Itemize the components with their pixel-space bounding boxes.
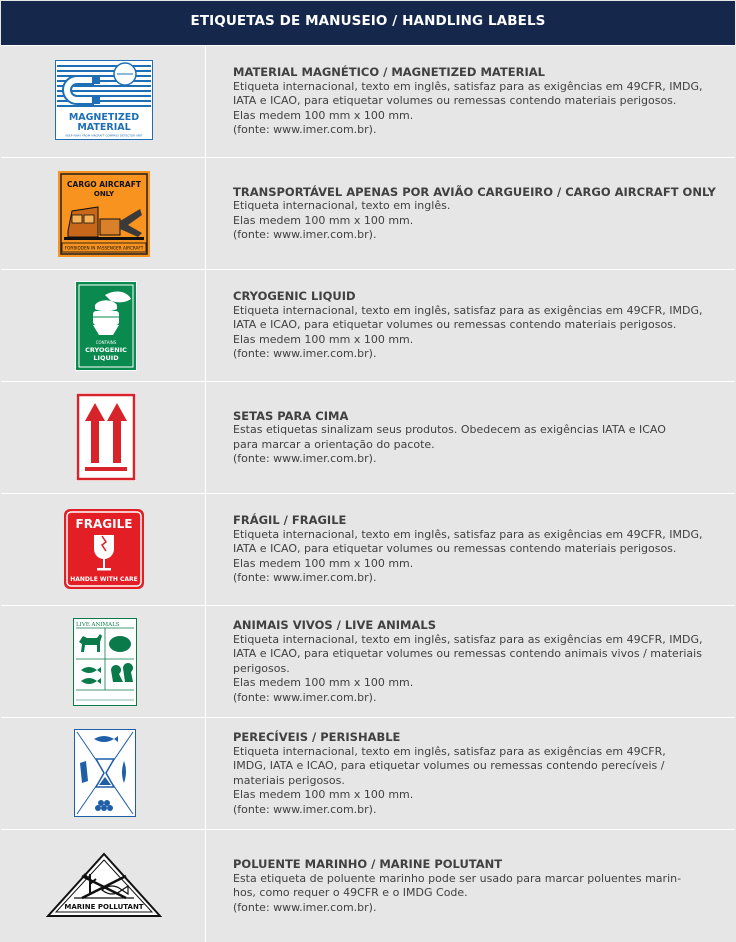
label-text-marine-pollutant: MARINE POLLUTANT [64,903,144,911]
grapes-icon [98,800,104,806]
table-row [1,45,735,157]
row-line: Elas medem 100 mm x 100 mm. [233,108,414,122]
table-row [1,493,735,605]
this-way-up-arrows-label-image [76,393,136,481]
marine-pollutant-label-image [46,852,162,920]
table-header: ETIQUETAS DE MANUSEIO / HANDLING LABELS [1,1,735,45]
row-text [233,158,716,269]
row-line: Elas medem 100 mm x 100 mm. [233,332,414,346]
row-line: IATA e ICAO, para etiquetar volumes ou remessas contendo materiais perigosos. [233,94,677,108]
row-text [233,718,713,829]
magnetized-material-label-image [55,60,153,140]
label-text-fragile: FRAGILE [75,517,133,531]
row-line: (fonte: www.imer.com.br). [233,347,377,361]
table-row [1,157,735,269]
row-line: IATA e ICAO, para etiquetar volumes ou remessas contendo animais vivos / materiais [233,647,702,660]
row-line: Elas medem 100 mm x 100 mm. [233,676,414,689]
row-line: IMDG, IATA e ICAO, para etiquetar volumes ou remessas contendo perecíveis / [233,759,665,772]
cryogenic-liquid-label-image [75,281,137,371]
row-line: Etiqueta internacional, texto em inglês, satisfaz para as exigências em 49CFR, IMDG, [233,303,703,317]
row-title: CRYOGENIC LIQUID [233,289,356,304]
row-title: PERECÍVEIS / PERISHABLE [233,730,401,744]
label-small-text: CONTAINS [95,340,117,345]
row-title: TRANSPORTÁVEL APENAS POR AVIÃO CARGUEIRO / CARGO AIRCRAFT ONLY [233,184,716,199]
label-text-magnetized: MAGNETIZED [68,112,140,123]
table-row [1,381,735,493]
row-line: IATA e ICAO, para etiquetar volumes ou remessas contendo materiais perigosos. [233,542,677,556]
row-title: FRÁGIL / FRAGILE [233,513,347,528]
image-cell [1,158,206,269]
row-line: hos, como requer o 49CFR e o IMDG Code. [233,886,468,899]
label-text-only: ONLY [93,190,115,198]
row-line: IATA e ICAO, para etiquetar volumes ou remessas contendo materiais perigosos. [233,318,677,332]
row-text [233,830,713,942]
row-line: (fonte: www.imer.com.br). [233,228,377,241]
row-text [233,382,713,493]
image-cell [1,606,206,717]
row-text [233,46,713,157]
table-row [1,269,735,381]
image-cell [1,830,206,942]
fragile-label-image [64,509,144,589]
image-cell [1,494,206,605]
row-title: ANIMAIS VIVOS / LIVE ANIMALS [233,618,436,632]
cargo-aircraft-only-label-image [58,171,150,257]
table-row [1,829,735,942]
row-line: Elas medem 100 mm x 100 mm. [233,788,414,801]
label-text-live-animals: LIVE ANIMALS [76,622,120,628]
label-text-material: MATERIAL [77,122,131,133]
row-line: (fonte: www.imer.com.br). [233,571,377,585]
row-line: Elas medem 100 mm x 100 mm. [233,556,414,570]
row-line: Etiqueta internacional, texto em inglês, satisfaz para as exigências em 49CFR, IMDG, [233,79,703,93]
row-line: (fonte: www.imer.com.br). [233,452,377,465]
row-line: Etiqueta internacional, texto em inglês. [233,199,451,212]
row-line: para marcar a orientação do pacote. [233,437,435,451]
row-title: SETAS PARA CIMA [233,408,349,423]
label-small-text: FORBIDDEN IN PASSENGER AIRCRAFT [64,245,144,251]
row-line: (fonte: www.imer.com.br). [233,123,377,137]
row-line: (fonte: www.imer.com.br). [233,690,377,704]
row-text [233,494,713,605]
live-animals-label-image [73,618,137,706]
image-cell [1,270,206,381]
row-line: Etiqueta internacional, texto em inglês, satisfaz para as exigências em 49CFR, IMDG, [233,527,703,541]
row-line: (fonte: www.imer.com.br). [233,900,377,914]
label-text-liquid: LIQUID [93,354,119,362]
row-line: perigosos. [233,661,290,675]
perishable-label-image [74,729,136,817]
image-cell [1,46,206,157]
row-line: Etiqueta internacional, texto em inglês, satisfaz para as exigências em 49CFR, [233,744,666,758]
row-line: materiais perigosos. [233,773,345,787]
label-text-handle-with-care: HANDLE WITH CARE [70,576,138,583]
row-text [233,606,713,717]
row-text [233,270,713,381]
row-title: MATERIAL MAGNÉTICO / MAGNETIZED MATERIAL [233,65,545,80]
label-text-cryogenic: CRYOGENIC [85,346,127,354]
row-line: Estas etiquetas sinalizam seus produtos. Obedecem as exigências IATA e ICAO [233,423,666,436]
table-row [1,717,735,829]
row-line: Esta etiqueta de poluente marinho pode ser usado para marcar poluentes marin- [233,871,682,885]
image-cell [1,718,206,829]
label-text-cargo-aircraft: CARGO AIRCRAFT [67,180,141,189]
row-line: (fonte: www.imer.com.br). [233,802,377,816]
row-line: Etiqueta internacional, texto em inglês, satisfaz para as exigências em 49CFR, IMDG, [233,632,703,646]
turtle-icon [109,636,131,652]
row-title: POLUENTE MARINHO / MARINE POLUTANT [233,857,503,871]
label-small-text: KEEP AWAY FROM AIRCRAFT COMPASS DETECTOR UNIT [65,133,143,138]
table-row [1,605,735,717]
image-cell [1,382,206,493]
row-line: Elas medem 100 mm x 100 mm. [233,213,414,227]
